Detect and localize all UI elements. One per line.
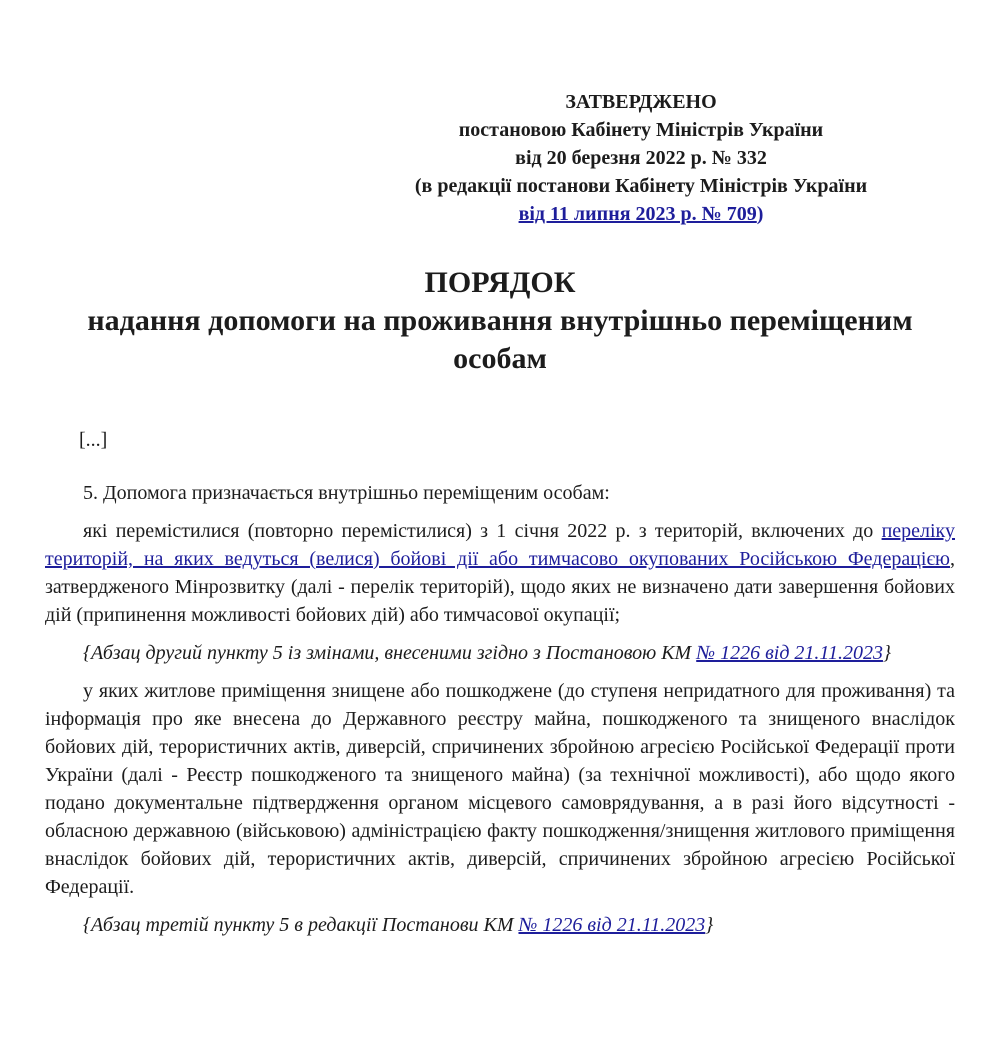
- approval-line-original-date: від 20 березня 2022 р. № 332: [515, 147, 767, 169]
- omission-marker: [...]: [79, 429, 108, 451]
- document-subtitle: надання допомоги на проживання внутрішньо переміщеним особам: [87, 304, 913, 375]
- clause-5-paragraph-3: у яких житлове приміщення знищене або пошкоджене (до ступеня непридатного для проживання) та інформація про яке внесена до Державного реєстру майна, пошкодженого та знищеного внаслідок бойових дій, терористичних актів, диверсій, спричинених збройною агресією Російської Федерації проти України (далі - Реєстр пошкодженого та знищеного майна) (за технічної можливості), або щодо якого подано документальне підтвердження органом місцевого самоврядування, а в разі його відсутності - обласною державною (військовою) адміністрацією факту пошкодження/знищення житлового приміщення внаслідок бойових дій, терористичних актів, диверсій, спричинених збройною агресією Російської Федерації.: [45, 680, 955, 898]
- clause-5-intro: 5. Допомога призначається внутрішньо переміщеним особам:: [83, 482, 610, 504]
- document-title-block: [45, 264, 955, 378]
- clause-5-paragraph-2-after: , затвердженого Мінрозвитку (далі - перелік територій), щодо яких не визначено дати завершення бойових дій (припинення можливості бойових дій) або тимчасової окупації;: [45, 548, 955, 626]
- resolution-1226-link-1[interactable]: № 1226 від 21.11.2023: [696, 642, 883, 664]
- clause-5-paragraph-2: [45, 517, 955, 629]
- amendment-note-2: [45, 911, 955, 939]
- amendment-note-1: [45, 639, 955, 667]
- clause-5-paragraph-2-before: які перемістилися (повторно перемістилися) з 1 січня 2022 р. з територій, включених до: [83, 520, 882, 542]
- approval-line-authority: постановою Кабінету Міністрів України: [458, 119, 824, 141]
- approval-line-revision-intro: (в редакції постанови Кабінету Міністрів України: [414, 175, 868, 197]
- approval-line-revision-date: [371, 200, 911, 228]
- amendment-note-1-close-brace: }: [882, 642, 891, 664]
- amendment-close-paren: ): [756, 203, 764, 225]
- amendment-note-2-text: {Абзац третій пункту 5 в редакції Постанови КМ: [83, 914, 519, 936]
- resolution-1226-link-2[interactable]: № 1226 від 21.11.2023: [518, 914, 706, 936]
- approval-block: [371, 88, 911, 228]
- approval-line-approved: ЗАТВЕРДЖЕНО: [565, 91, 717, 113]
- document-title: ПОРЯДОК: [424, 266, 576, 299]
- amendment-note-1-text: {Абзац другий пункту 5 із змінами, внесеними згідно з Постановою КМ: [83, 642, 697, 664]
- amendment-resolution-709-link[interactable]: від 11 липня 2023 р. № 709: [518, 203, 757, 225]
- amendment-note-2-close-brace: }: [705, 914, 714, 936]
- territories-list-link[interactable]: переліку територій, на яких ведуться (велися) бойові дії або тимчасово окупованих Російською Федерацією: [45, 520, 955, 570]
